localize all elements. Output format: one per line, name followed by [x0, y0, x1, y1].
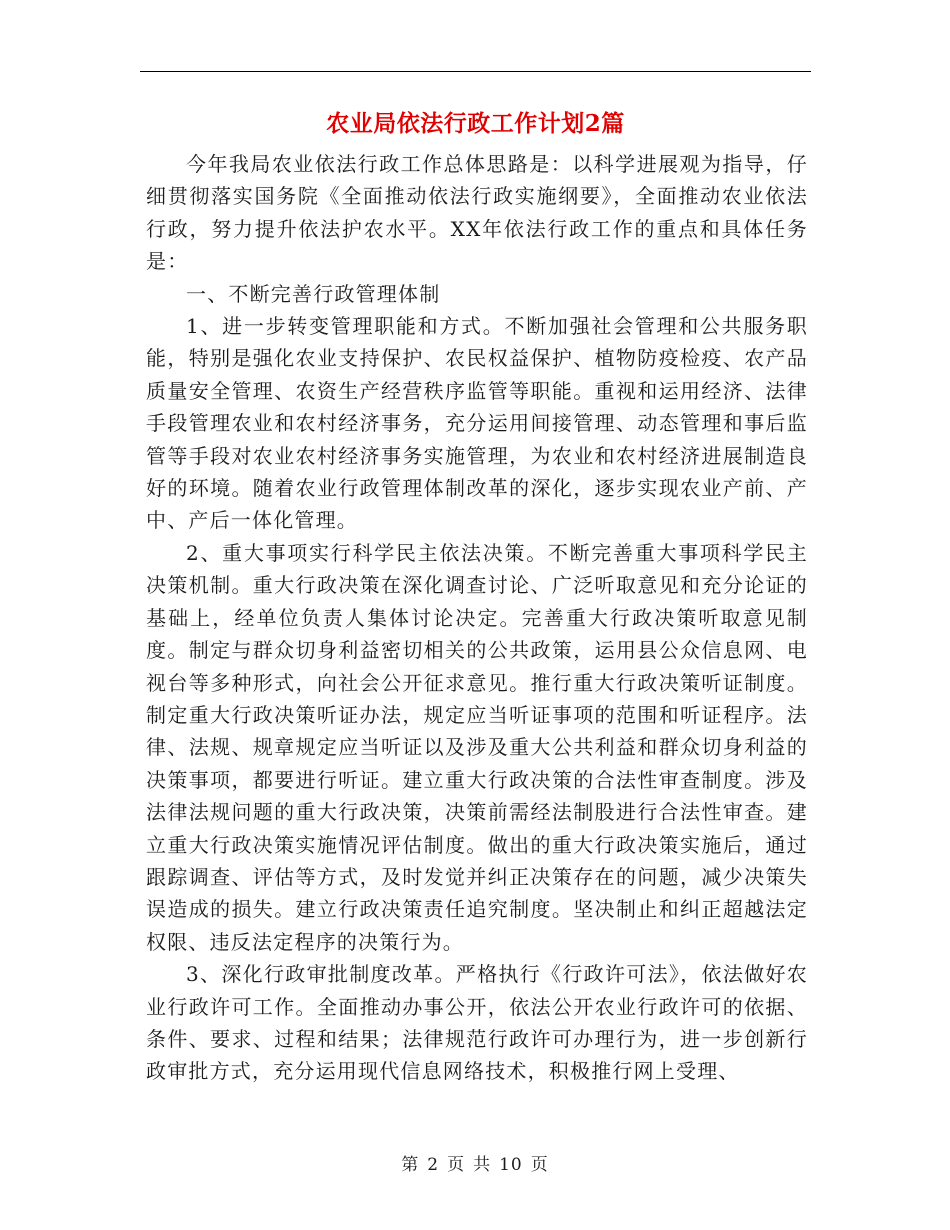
footer-page-number: 2 — [427, 1155, 440, 1175]
document-title: 农业局依法行政工作计划2篇 — [326, 110, 625, 137]
page-footer — [0, 1154, 950, 1176]
footer-gong: 共 — [473, 1155, 492, 1175]
document-body — [146, 148, 808, 1088]
paragraph-item-1: 1、进一步转变管理职能和方式。不断加强社会管理和公共服务职能，特别是强化农业支持保护、农民权益保护、植物防疫检疫、农产品质量安全管理、农资生产经营秩序监管等职能。重视和运用经济、法律手段管理农业和农村经济事务，充分运用间接管理、动态管理和事后监管等手段对农业农村经济事务实施管理，为农业和农村经济进展制造良好的环境。随着农业行政管理体制改革的深化，逐步实现农业产前、产中、产后一体化管理。 — [146, 314, 808, 533]
section-heading: 一、不断完善行政管理体制 — [186, 281, 441, 306]
footer-di: 第 — [401, 1155, 420, 1175]
footer-ye-2: 页 — [530, 1155, 549, 1175]
paragraph-intro: 今年我局农业依法行政工作总体思路是：以科学进展观为指导，仔细贯彻落实国务院《全面推动依法行政实施纲要》，全面推动农业依法行政，努力提升依法护农水平。XX年依法行政工作的重点和具体任务是： — [146, 152, 808, 274]
footer-total-pages: 10 — [499, 1155, 523, 1175]
paragraph-item-2: 2、重大事项实行科学民主依法决策。不断完善重大事项科学民主决策机制。重大行政决策在深化调查讨论、广泛听取意见和充分论证的基础上，经单位负责人集体讨论决定。完善重大行政决策听取意见制度。制定与群众切身利益密切相关的公共政策，运用县公众信息网、电视台等多种形式，向社会公开征求意见。推行重大行政决策听证制度。制定重大行政决策听证办法，规定应当听证事项的范围和听证程序。法律、法规、规章规定应当听证以及涉及重大公共利益和群众切身利益的决策事项，都要进行听证。建立重大行政决策的合法性审查制度。涉及法律法规问题的重大行政决策，决策前需经法制股进行合法性审查。建立重大行政决策实施情况评估制度。做出的重大行政决策实施后，通过跟踪调查、评估等方式，及时发觉并纠正决策存在的问题，减少决策失误造成的损失。建立行政决策责任追究制度。坚决制止和纠正超越法定权限、违反法定程序的决策行为。 — [146, 540, 808, 954]
header-rule — [140, 71, 811, 72]
paragraph-item-3: 3、深化行政审批制度改革。严格执行《行政许可法》，依法做好农业行政许可工作。全面推动办事公开，依法公开农业行政许可的依据、条件、要求、过程和结果；法律规范行政许可办理行为，进一步创新行政审批方式，充分运用现代信息网络技术，积极推行网上受理、 — [146, 962, 808, 1084]
footer-ye: 页 — [447, 1155, 466, 1175]
